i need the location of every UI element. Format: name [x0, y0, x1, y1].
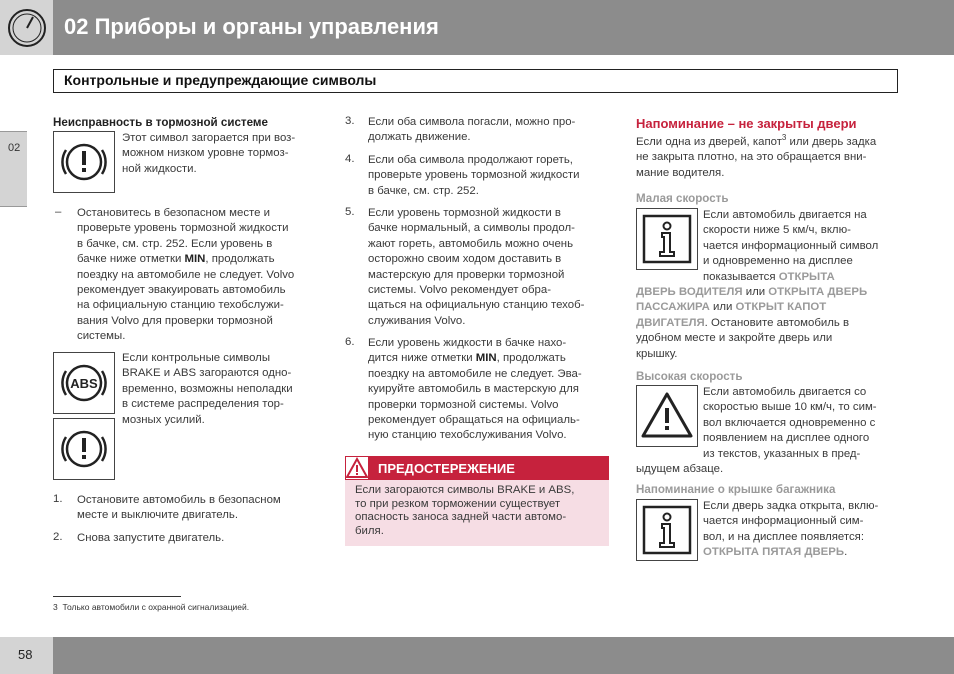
brake-intro: Этот символ загорается при воз- можном низком уровне тормоз- ной жидкости.: [122, 132, 296, 175]
dash-item: Остановитесь в безопасном месте и проверьте уровень тормозной жидкости в бачке, см. стр. 252. Если уровень в бачке ниже отметки MIN, продолжать поездку на автомобиле не следует. Volvo рекомендует эвакуировать автомобиль на официальную станцию техобслужи- вания Volvo для проверки тормозной системы.: [77, 207, 295, 343]
abs-text: Если контрольные символы BRAKE и ABS загораются одно- временно, возможны неполадки в системе распределения тор- мозных усилий.: [122, 352, 293, 426]
warning-triangle-icon: [346, 457, 368, 479]
step-2-number: 2.: [53, 531, 63, 543]
footnote-divider: [53, 596, 181, 597]
high-speed-text: Если автомобиль двигается со скоростью выше 10 км/ч, то сим- вол включается одновременно с появлением на дисплее одного из текстов, указанных в пред-: [703, 386, 877, 460]
trunk-heading: Напоминание о крышке багажника: [636, 483, 836, 496]
abs-warning-icon: [53, 352, 115, 414]
warning-text: Если загораются символы BRAKE и ABS, то при резком торможении существует опасность заноса задней части автомо- биля.: [355, 484, 575, 537]
section-title: Контрольные и предупреждающие символы: [64, 72, 377, 88]
warning-triangle-icon-large: [636, 385, 698, 447]
step-5: Если уровень тормозной жидкости в бачке нормальный, а символы продол- жают гореть, автомобиль можно очень осторожно своим ходом доставить в мастерскую для проверки тормозной системы. Volvo рекомендует обра- щаться на официальную станцию техоб- служивания Volvo.: [368, 207, 585, 327]
footer-bar: [53, 637, 954, 674]
trunk-text: Если дверь задка открыта, вклю- чается информационный сим- вол, и на дисплее появляется: ОТКРЫТА ПЯТАЯ ДВЕРЬ.: [703, 500, 879, 559]
step-1: Остановите автомобиль в безопасном месте и выключите двигатель.: [77, 494, 281, 522]
brake-warning-icon-2: [53, 418, 115, 480]
high-speed-text-end: ыдущем абзаце.: [636, 463, 724, 475]
step-3-number: 3.: [345, 115, 355, 127]
footnote: 3 Только автомобили с охранной сигнализацией.: [53, 602, 250, 612]
step-4: Если оба символа продолжают гореть, проверьте уровень тормозной жидкости в бачке, см. стр. 252.: [368, 154, 580, 197]
dash-bullet: –: [55, 206, 62, 218]
step-4-number: 4.: [345, 153, 355, 165]
info-icon: [636, 208, 698, 270]
step-5-number: 5.: [345, 206, 355, 218]
chapter-icon-panel: [0, 0, 53, 55]
svg-text:ABS: ABS: [70, 376, 98, 391]
gauge-icon: [0, 0, 53, 55]
doors-heading: Напоминание – не закрыты двери: [636, 116, 857, 131]
high-speed-heading: Высокая скорость: [636, 370, 743, 383]
info-icon-2: [636, 499, 698, 561]
chapter-title: 02 Приборы и органы управления: [64, 14, 439, 39]
step-1-number: 1.: [53, 493, 63, 505]
low-speed-heading: Малая скорость: [636, 192, 729, 205]
low-speed-text-top: Если автомобиль двигается на скорости ниже 5 км/ч, вклю- чается информационный символ и одновременно на дисплее показывается ОТКРЫТА: [703, 209, 879, 283]
doors-intro: Если одна из дверей, капот$^3$ или дверь задка не закрыта плотно, на это обращается вни- мание водителя.: [636, 133, 877, 179]
step-2: Снова запустите двигатель.: [77, 532, 225, 544]
chapter-tab-label: 02: [8, 142, 21, 154]
brake-heading: Неисправность в тормозной системе: [53, 116, 268, 129]
step-6-number: 6.: [345, 336, 355, 348]
step-3: Если оба символа погасли, можно про- должать движение.: [368, 116, 576, 144]
brake-warning-icon: [53, 131, 115, 193]
step-6: Если уровень жидкости в бачке нахо- дится ниже отметки MIN, продолжать поездку на автомобиле не следует. Эва- куируйте автомобиль в мастерскую для проверки тормозной системы. Volvo рекомендует обращаться на официаль- ную станцию техобслуживания Volvo.: [368, 337, 582, 442]
page-number: 58: [18, 647, 33, 662]
low-speed-text-bottom: ДВЕРЬ ВОДИТЕЛЯ или ОТКРЫТА ДВЕРЬ ПАССАЖИРА или ОТКРЫТ КАПОТ ДВИГАТЕЛЯ. Остановите автомобиль в удобном месте и закройте дверь или крышку.: [636, 286, 868, 360]
warning-title: ПРЕДОСТЕРЕЖЕНИЕ: [378, 461, 515, 476]
